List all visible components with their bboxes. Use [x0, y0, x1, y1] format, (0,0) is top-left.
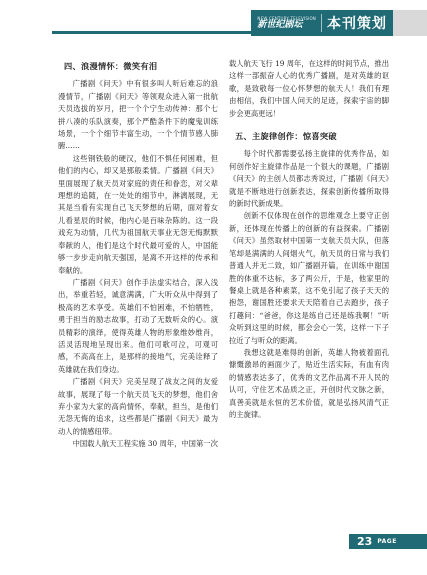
- paragraph: 广播剧《问天》创作手法虚实结合，深入浅出，举重若轻，诚意满满，广大听众从中得到了极高的艺术享受。英雄们不怕困难，不怕牺牲，勇于担当的励志故事，打动了无数听众的心。演员精彩的演绎，使得英雄人物的形象维妙维肖，活灵活现地呈现出来。他们可歌可泣，可观可感，不高高在上，是那样的接地气，完美诠释了英雄就在我们身边。: [58, 277, 218, 374]
- paragraph: 创新不仅体现在创作的思维观念上要守正创新，还体现在传播上的创新的有益探索。广播剧《问天》虽然取材中国第一支航天员大队，但落笔却是满满的人间烟火气，航天员的日常与我们普通人并无二致，如广播剧开篇，在训练中谢国胜的体重不达标，多了两公斤，于是，他家里的餐桌上就是各种素菜，这不免引起了孩子天天的抱怨，谢国胜还要求天天陪着自己去跑步，孩子打趣问：“爸爸，你这是练自己还是练我啊！”听众听到这里的时候，都会会心一笑，这样一下子拉近了与听众的距离。: [229, 211, 389, 345]
- magazine-logo: [257, 17, 316, 30]
- logo-english: NEW CENTURY TELEVISION: [257, 15, 316, 21]
- page-footer: [349, 534, 427, 549]
- right-column: [229, 58, 389, 421]
- masthead-divider: [321, 14, 322, 32]
- section-heading-4: 四、浪漫情怀：微笑有泪: [64, 61, 158, 71]
- paragraph: 广播剧《问天》中有很多叫人听后难忘的浪漫情节，广播剧《问天》等领观众进入第一批航天员选拔的岁月，把一个个宁生动传神：那个七拼八凑的乐队演奏，那个严酷条件下的魔鬼训练场景，一个个细节丰富生动，一个个情节感人肺腑……: [58, 79, 218, 151]
- paragraph: 我想这就是难得的创新，英雄人物被着面孔慷慨激昂的画面少了，贴近生活实际，有血有肉的情感表达多了，优秀的文艺作品离不开人民的认可，守住艺术品质之正，开创时代文脉之新，真善美就是永恒的艺术价值，就是弘扬风清气正的主旋律。: [229, 347, 389, 419]
- left-column: [58, 58, 218, 451]
- page-number: 23: [357, 535, 373, 548]
- section-heading-5: 五、主旋律创作：惊喜突破: [235, 131, 337, 142]
- paragraph: 每个时代都需要弘扬主旋律的优秀作品，如何创作好主旋律作品是一个很大的课题，广播剧《问天》的主创人员都志秀说过，广播剧《问天》就是不断地进行创新表达，探索创新传播所取得的新时代新成果。: [229, 149, 389, 209]
- section-title: 本刊策划: [327, 16, 387, 32]
- masthead-end-block: [393, 10, 427, 36]
- paragraph: 这些钢铁般的硬汉，他们不惧任何困难，但他们的内心，却又是那般柔情。广播剧《问天》里面展现了航天员对家庭的责任和眷恋，对父辈理想的追随，在一处处的细节中，淋漓展现，无其是当看有实现自己飞天梦想的后期，面对着女儿看星辰的时候，他内心是百味杂陈的。这一段戏充为动情，几代为祖国航天事业无怨无悔默默奉献的人，他们是这个时代最可爱的人，中国能够一步步走向航天强国，是离不开这样的传承和奉献的。: [58, 153, 218, 275]
- logo-chinese: 新世纪剧坛: [257, 19, 303, 30]
- page-label: PAGE: [377, 538, 397, 545]
- paragraph: 广播剧《问天》完美呈现了战友之间的友爱故事，展现了每一个航天员飞天的梦想，他们舍弃小家为大家的高尚情怀，奉献，担当，是他们无怨无悔的追求，这些都是广播剧《问天》最为动人的情感纽带。: [58, 377, 218, 436]
- paragraph-continued: 载人航天飞行 19 周年，在这样的时间节点，推出这样一部振奋人心的优秀广播剧，是对英雄的讴歌，是致敬每一位心怀梦想的航天人！我们有理由相信，我们中国人问天的足迹，探索宇宙的脚步会更高更远！: [229, 59, 389, 118]
- paragraph: 中国载人航天工程实施 30 周年，中国第一次: [72, 439, 218, 449]
- masthead: [251, 10, 393, 36]
